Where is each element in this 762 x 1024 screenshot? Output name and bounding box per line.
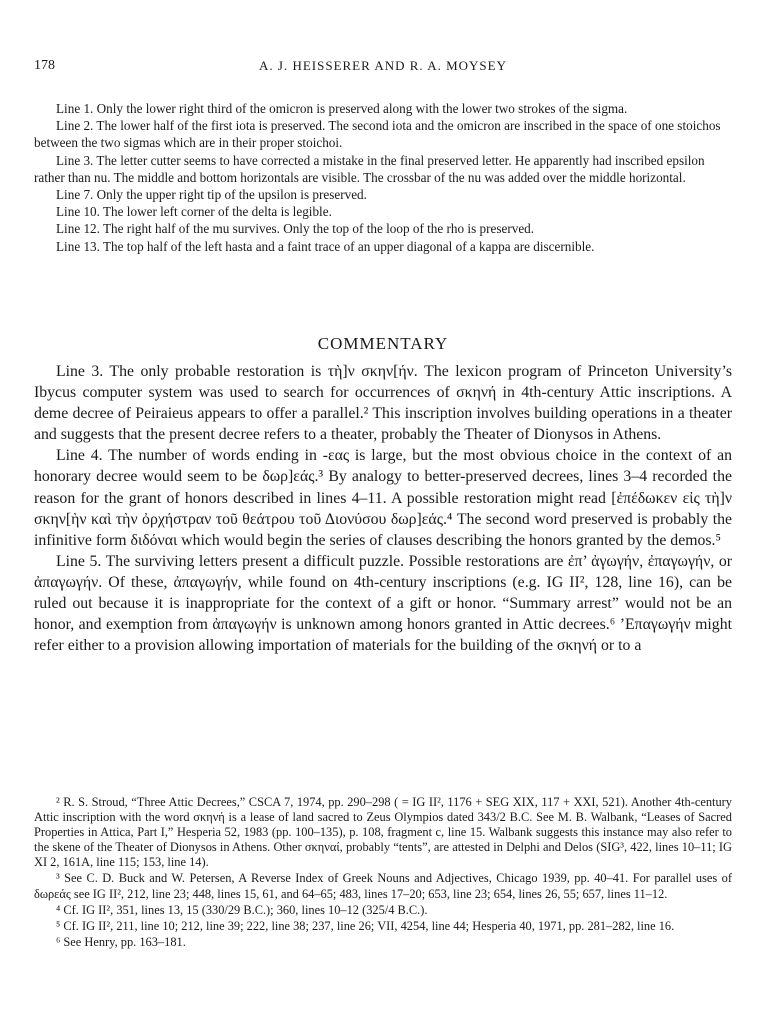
line-notes [34,100,732,255]
line-note: Line 13. The top half of the left hasta and a faint trace of an upper diagonal of a kappa are discernible. [56,238,595,254]
footnote: ⁶ See Henry, pp. 163–181. [56,934,186,949]
line-note: Line 7. Only the upper right tip of the upsilon is preserved. [56,187,367,203]
commentary-paragraph: Line 3. The only probable restoration is τὴ]ν σκην[ήν. The lexicon program of Princeton University’s Ibycus computer system was used to search for occurrences of σκηνή in 4th-century Attic inscriptions. A deme decree of Peiraieus appears to offer a parallel.² This inscription involves building operations in a theater and suggests that the present decree refers to a theater, probably the Theater of Dionysos in Athens. [34,363,732,444]
commentary-body [34,361,732,656]
footnote: ² R. S. Stroud, “Three Attic Decrees,” CSCA 7, 1974, pp. 290–298 ( = IG II², 1176 + SEG XIX, 117 + XXI, 521). Another 4th-century Attic inscription with the word σκηνή is a lease of land sacred to Zeus Olympios dated 343/2 B.C. See M. B. Walbank, “Leases of Sacred Properties in Attica, Part I,” Hesperia 52, 1983 (pp. 100–135), p. 108, fragment c, line 15. Walbank suggests this instance may also refer to the skene of the Theater of Dionysos in Athens. Other σκηναί, probably “tents”, are attested in Delphi and Delos (SIG³, 422, lines 10–11; IG XI 2, 161A, line 115; 153, line 14). [34,795,732,870]
commentary-heading: COMMENTARY [317,334,449,353]
running-head: A. J. HEISSERER AND R. A. MOYSEY [259,58,507,73]
line-note: Line 3. The letter cutter seems to have corrected a mistake in the final preserved letter. He apparently had inscribed epsilon rather than nu. The middle and bottom horizontals are visible. The crossbar of the nu was added over the middle horizontal. [34,152,705,185]
footnote: ⁵ Cf. IG II², 211, line 10; 212, line 39; 222, line 38; 237, line 26; VII, 4254, line 44; Hesperia 40, 1971, pp. 281–282, line 16. [56,918,675,933]
line-note: Line 10. The lower left corner of the delta is legible. [56,204,332,220]
page-number: 178 [34,58,55,73]
page-header [34,58,732,78]
commentary-paragraph: Line 5. The surviving letters present a difficult puzzle. Possible restorations are ἐπ’ ἀγωγήν, ἐπαγωγήν, or ἀπαγωγήν. Of these, ἀπαγωγήν, while found on 4th-century inscriptions (e.g. IG II², 128, line 16), can be ruled out because it is inappropriate for the context of a gift or honor. “Summary arrest” would not be an honor, and exemption from ἀπαγωγήν is unknown among honors granted in Attic decrees.⁶ ’Επαγωγήν might refer either to a provision allowing importation of materials for the building of the σκηνή or to a [34,552,732,655]
line-note: Line 2. The lower half of the first iota is preserved. The second iota and the omicron are inscribed in the space of one stoichos between the two sigmas which are in their proper stoichoi. [34,118,721,151]
footnote: ⁴ Cf. IG II², 351, lines 13, 15 (330/29 B.C.); 360, lines 10–12 (325/4 B.C.). [56,902,428,917]
line-note: Line 12. The right half of the mu survives. Only the top of the loop of the rho is preserved. [56,221,535,237]
commentary-paragraph: Line 4. The number of words ending in -εας is large, but the most obvious choice in the context of an honorary decree would seem to be δωρ]εάς.³ By analogy to better-preserved decrees, lines 3–4 recorded the reason for the grant of honors described in lines 4–11. A possible restoration might read [ἐπέδωκεν εἰς τὴ]ν σκην[ὴν καὶ τὴν ὀρχήστραν τοῦ θεάτρου τοῦ Διονύσου δωρ]εάς.⁴ The second word preserved is probably the infinitive form διδόναι which would begin the series of clauses describing the honors granted by the demos.⁵ [34,447,732,549]
line-note: Line 1. Only the lower right third of the omicron is preserved along with the lower two strokes of the sigma. [56,101,628,116]
footnote: ³ See C. D. Buck and W. Petersen, A Reverse Index of Greek Nouns and Adjectives, Chicago 1939, pp. 40–41. For parallel uses of δωρεάς see IG II², 212, line 23; 448, lines 15, 61, and 64–65; 483, lines 17–20; 653, line 23; 654, lines 26, 55; 657, lines 11–12. [34,871,732,901]
footnotes [34,795,732,951]
